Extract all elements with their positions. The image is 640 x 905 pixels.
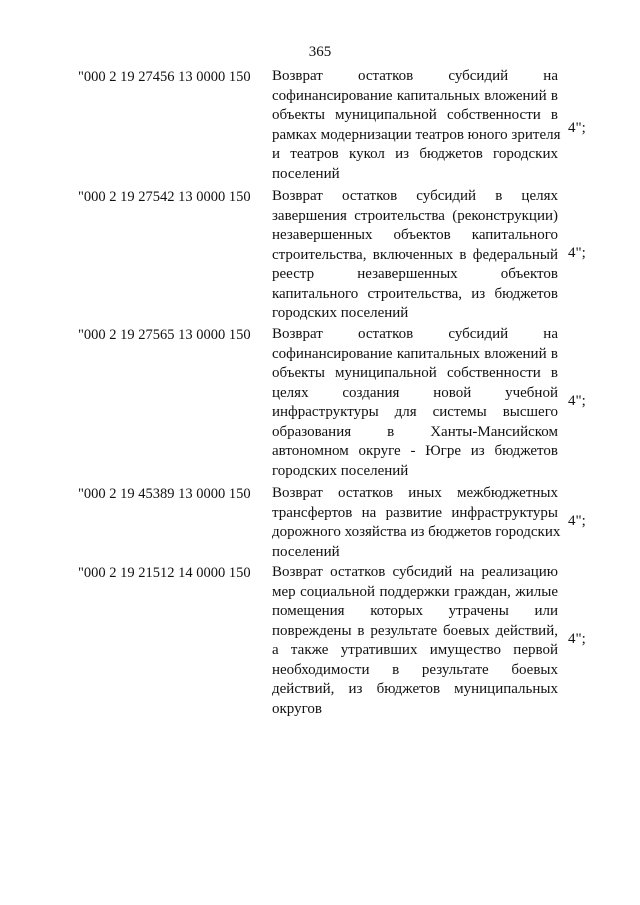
description-line: необходимости в результате боевых xyxy=(272,661,558,678)
description xyxy=(272,484,561,562)
description-line: капитального строительства, из бюджетов xyxy=(272,285,558,302)
description-line: поселений xyxy=(272,543,340,560)
budget-code: "000 2 19 45389 13 0000 150 xyxy=(78,486,251,502)
description-line: Возврат остатков иных межбюджетных xyxy=(272,485,558,501)
description-line: округов xyxy=(272,700,322,717)
description xyxy=(272,67,561,184)
row-suffix: 4"; xyxy=(568,245,586,261)
budget-code: "000 2 19 21512 14 0000 150 xyxy=(78,565,251,581)
description-line: строительства, включенных в федеральный xyxy=(272,246,558,263)
description-line: инфраструктуры для системы высшего xyxy=(272,404,558,420)
budget-code: "000 2 19 27565 13 0000 150 xyxy=(78,327,251,343)
description-line: поселений xyxy=(272,165,340,182)
description-line: Возврат остатков субсидий на xyxy=(272,68,558,84)
description-line: рамках модернизации театров юного зрителя xyxy=(272,126,561,143)
description-line: городских поселений xyxy=(272,462,409,479)
description-line: действий, из бюджетов муниципальных xyxy=(272,681,558,697)
description-line: софинансирование капитальных вложений в xyxy=(272,87,558,104)
description-line: реестр незавершенных объектов xyxy=(272,266,558,282)
row-suffix: 4"; xyxy=(568,393,586,409)
description-line: образования в Ханты-Мансийском xyxy=(272,423,558,440)
description-line: городских поселений xyxy=(272,305,409,321)
description xyxy=(272,187,558,324)
budget-code: "000 2 19 27456 13 0000 150 xyxy=(78,69,251,85)
description-line: а также утративших имущество первой xyxy=(272,642,558,658)
description-line: мер социальной поддержки граждан, жилые xyxy=(272,583,558,600)
description-line: завершения строительства (реконструкции) xyxy=(272,207,558,224)
description-line: софинансирование капитальных вложений в xyxy=(272,345,558,362)
description-line: Возврат остатков субсидий на реализацию xyxy=(272,564,558,580)
row-suffix: 4"; xyxy=(568,631,586,647)
description-line: автономном округе - Югре из бюджетов xyxy=(272,443,558,459)
row-suffix: 4"; xyxy=(568,120,586,136)
description-line: целях создания новой учебной xyxy=(272,384,558,401)
description-line: объекты муниципальной собственности в xyxy=(272,107,558,123)
description-line: Возврат остатков субсидий на xyxy=(272,326,558,342)
description-line: и театров кукол из бюджетов городских xyxy=(272,146,558,162)
description-line: дорожного хозяйства из бюджетов городских xyxy=(272,524,561,540)
description-line: трансфертов на развитие инфраструктуры xyxy=(272,504,558,521)
description-line: повреждены в результате боевых действий, xyxy=(272,622,558,639)
description xyxy=(272,563,558,719)
description-line: незавершенных объектов капитального xyxy=(272,227,558,243)
page-number: 365 xyxy=(308,44,332,60)
description-line: Возврат остатков субсидий в целях xyxy=(272,188,558,204)
description xyxy=(272,325,558,481)
row-suffix: 4"; xyxy=(568,513,586,529)
budget-code: "000 2 19 27542 13 0000 150 xyxy=(78,189,251,205)
description-line: помещения которых утрачены или xyxy=(272,603,558,619)
description-line: объекты муниципальной собственности в xyxy=(272,365,558,381)
